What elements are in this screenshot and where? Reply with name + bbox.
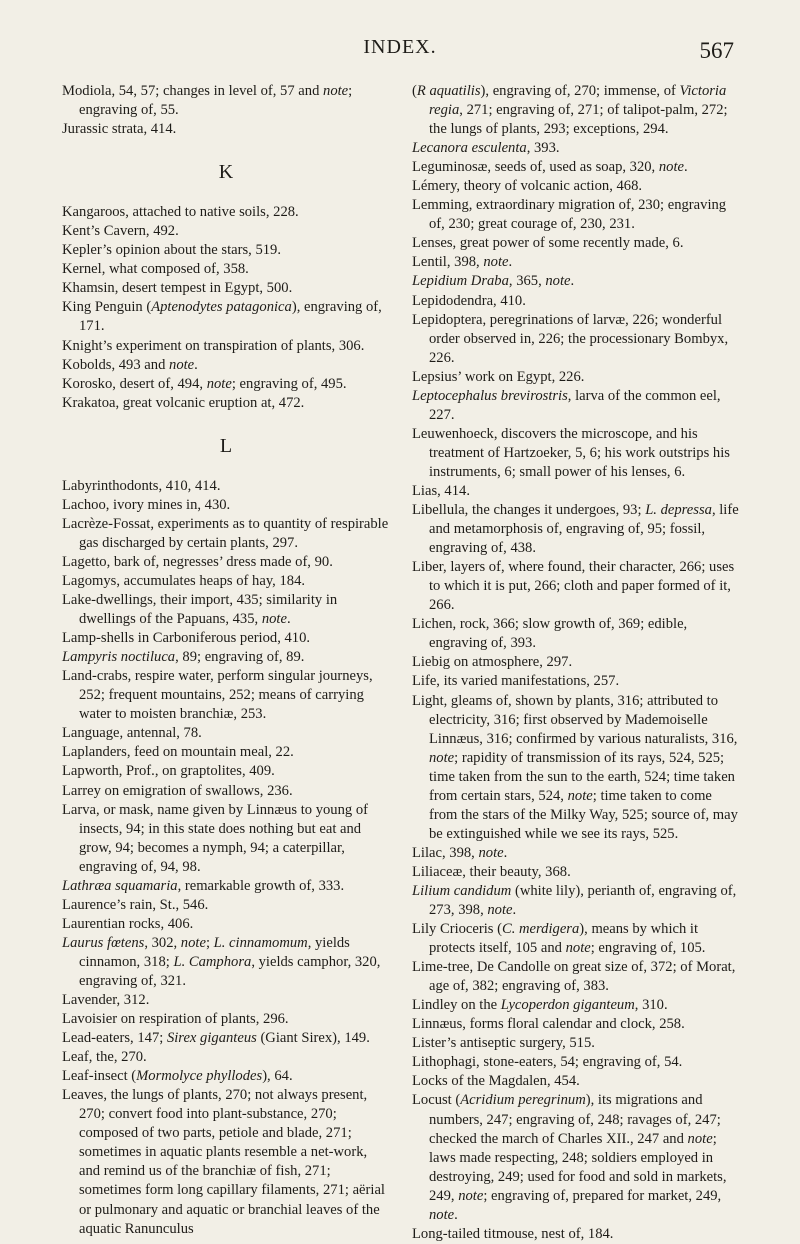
index-entry (62, 394, 390, 413)
entry-text: . (286, 611, 291, 628)
entry-text: Lamp-shells in Carboniferous period, 410. (62, 630, 311, 647)
entry-text: Kangaroos, attached to native soils, 228. (62, 204, 299, 221)
running-title: INDEX. (363, 36, 437, 58)
entry-text: Life, its varied manifestations, 257. (412, 673, 620, 690)
entry-text: Knight’s experiment on transpiration of plants, 306. (62, 337, 365, 354)
index-entry (62, 1067, 390, 1086)
entry-text: (white lily), perianth of, engraving of, 273, 398, (429, 882, 737, 919)
entry-text: Lake-dwellings, their import, 435; similarity in dwellings of the Papuans, 435, (62, 592, 338, 628)
index-entry (412, 292, 742, 311)
entry-text: Lavender, 312. (62, 992, 150, 1009)
entry-text: Land-crabs, respire water, perform singular journeys, 252; frequent mountains, 252; means of carrying water to moisten branchiæ, 253. (62, 668, 373, 723)
entry-text: . (194, 356, 198, 373)
entry-text: Lémery, theory of volcanic action, 468. (412, 178, 643, 195)
entry-text: Khamsin, desert tempest in Egypt, 500. (62, 280, 293, 297)
index-entry (62, 743, 390, 762)
index-entry (412, 1072, 742, 1091)
entry-text: Libellula, the changes it undergoes, 93; (412, 502, 646, 519)
index-entry (62, 667, 390, 724)
index-entry (412, 501, 742, 558)
entry-text: Lilac, 398, (412, 844, 479, 861)
index-entry (62, 515, 390, 553)
entry-text: ), engraving of, 171. (79, 299, 382, 335)
italic-text: note (429, 1206, 455, 1223)
index-entry (412, 1015, 742, 1034)
entry-text: , larva of the common eel, 227. (429, 387, 721, 423)
index-entry (62, 801, 390, 877)
entry-text: ; rapidity of transmission of its rays, 524, 525; time taken from the sun to the earth, 524; time taken from certain stars, 524, (429, 749, 735, 804)
entry-text: Larrey on emigration of swallows, 236. (62, 782, 293, 799)
entry-text: ), 64. (262, 1068, 293, 1085)
index-entry (62, 991, 390, 1010)
italic-text: Lathræa squamaria (62, 877, 178, 894)
entry-text: Linnæus, forms floral calendar and clock, 258. (412, 1016, 685, 1033)
index-entry (62, 1010, 390, 1029)
italic-text: note (567, 787, 593, 804)
index-entry (412, 692, 742, 844)
entry-text: Lacrèze-Fossat, experiments as to quantity of respirable gas discharged by certain plants, 297. (62, 515, 389, 551)
entry-text: ), engraving of, 270; immense, of (480, 83, 680, 99)
entry-text: , 365, (508, 273, 546, 290)
entry-text: Modiola, 54, 57; changes in level of, 57 and (62, 83, 324, 99)
italic-text: L. depressa (645, 502, 712, 519)
entry-text: , life and metamorphosis of, engraving of, 95; fossil, engraving of, 438. (429, 502, 739, 557)
entry-text: Locks of the Magdalen, 454. (412, 1073, 580, 1090)
entry-text: Lithophagi, stone-eaters, 54; engraving of, 54. (412, 1054, 683, 1071)
entry-text: , 89; engraving of, 89. (175, 649, 305, 666)
italic-text: L. cinnamomum (213, 934, 308, 951)
entry-text: . (512, 902, 517, 919)
entry-text: Leaf-insect ( (62, 1068, 137, 1085)
entry-text: Lichen, rock, 366; slow growth of, 369; edible, engraving of, 393. (412, 616, 688, 652)
index-entry (412, 177, 742, 196)
entry-text: Lagomys, accumulates heaps of hay, 184. (62, 572, 306, 589)
page-number: 567 (699, 38, 734, 63)
index-entry (62, 762, 390, 781)
entry-text: Leaves, the lungs of plants, 270; not always present, 270; convert food into plant-substance, 270; composed of two parts, petiole and blade, 271; sometimes in aquatic plants resemble a net-work, and remind us of the branchiæ of fish, 271; sometimes form long capillary filaments, 271; aërial or pulmonary and aquatic or branchial leaves of the aquatic Ranunculus (62, 1087, 385, 1237)
index-entry (62, 572, 390, 591)
entry-text: ; engraving of, prepared for market, 249, (483, 1187, 722, 1204)
entry-text: Lenses, great power of some recently made, 6. (412, 235, 684, 252)
entry-text: , 393. (526, 140, 560, 157)
entry-text: Lepsius’ work on Egypt, 226. (412, 368, 585, 385)
entry-text: . (454, 1206, 458, 1223)
italic-text: Lampyris noctiluca (62, 649, 176, 666)
entry-text: Laurence’s rain, St., 546. (62, 896, 209, 913)
index-entry (62, 356, 390, 375)
entry-text: ; engraving of, 55. (79, 83, 353, 119)
italic-text: Lepidium Draba (412, 273, 509, 290)
entry-text: Laurentian rocks, 406. (62, 915, 194, 932)
entry-text: ), its migrations and numbers, 247; engraving of, 248; ravages of, 247; checked the march of Charles XII., 247 and (429, 1092, 721, 1147)
index-entry (62, 241, 390, 260)
index-entry (62, 496, 390, 515)
index-entry (412, 82, 742, 139)
section-letter: L (219, 434, 233, 457)
index-entry (62, 1086, 390, 1238)
italic-text: Acridium peregrinum (460, 1092, 586, 1109)
entry-text: Lachoo, ivory mines in, 430. (62, 496, 231, 513)
entry-text: Lapworth, Prof., on graptolites, 409. (62, 763, 275, 780)
italic-text: Laurus fœtens (62, 934, 145, 951)
entry-text: Long-tailed titmouse, nest of, 184. (412, 1225, 614, 1242)
entry-text: Leguminosæ, seeds of, used as soap, 320, (412, 159, 659, 176)
index-entry (62, 782, 390, 801)
italic-text: note (687, 1130, 713, 1147)
italic-text: note (483, 254, 509, 271)
entry-text: Leaf, the, 270. (62, 1049, 147, 1066)
index-entry (412, 653, 742, 672)
entry-text: . (684, 159, 688, 176)
italic-text: note (545, 273, 571, 290)
italic-text: Lecanora esculenta (412, 140, 527, 157)
entry-text: Lepidodendra, 410. (412, 292, 526, 309)
index-entry (62, 279, 390, 298)
index-column-left (62, 82, 390, 1239)
italic-text: Leptocephalus brevirostris (412, 387, 568, 404)
italic-text: C. merdigera (501, 921, 580, 938)
index-entry (62, 477, 390, 496)
italic-text: note (478, 844, 504, 861)
entry-text: . (508, 254, 513, 271)
entry-text: Lavoisier on respiration of plants, 296. (62, 1011, 289, 1028)
italic-text: note (658, 159, 684, 176)
entry-text: . (503, 844, 508, 861)
italic-text: Lycoperdon giganteum (500, 997, 635, 1014)
index-entry (62, 648, 390, 667)
index-entry (62, 337, 390, 356)
italic-text: note (180, 934, 206, 951)
entry-text: Krakatoa, great volcanic eruption at, 472. (62, 394, 305, 411)
italic-text: L. Camphora (173, 953, 252, 970)
index-entry (62, 915, 390, 934)
entry-text: Light, gleams of, shown by plants, 316; attributed to electricity, 316; first observed by Mademoiselle Linnæus, 316; confirmed by various naturalists, 316, (412, 692, 738, 747)
index-entry (62, 591, 390, 629)
entry-text: ; engraving of, 105. (590, 940, 706, 957)
entry-text: Lagetto, bark of, negresses’ dress made of, 90. (62, 553, 333, 570)
entry-text: ( (412, 83, 417, 99)
index-entry (62, 1048, 390, 1067)
index-entry (62, 724, 390, 743)
entry-text: Lily Crioceris ( (412, 921, 502, 938)
page-header (0, 36, 800, 66)
italic-text: Sirex giganteus (166, 1030, 257, 1047)
entry-text: Kobolds, 493 and (62, 356, 170, 373)
italic-text: R aquatilis (416, 83, 481, 99)
entry-text: ; engraving of, 495. (231, 375, 347, 392)
italic-text: note (169, 356, 195, 373)
entry-text: , 310. (634, 997, 668, 1014)
entry-text: Larva, or mask, name given by Linnæus to young of insects, 94; in this state does nothing but eat and grow, 94; becomes a nymph, 94; a caterpillar, engraving of, 94, 98. (62, 801, 369, 875)
entry-text: ; laws made respecting, 248; soldiers employed in destroying, 249; used for food and sold in markets, 249, (429, 1130, 727, 1204)
entry-text: Liebig on atmosphere, 297. (412, 654, 573, 671)
italic-text: note (261, 611, 287, 628)
section-letter: K (218, 161, 234, 184)
entry-text: Jurassic strata, 414. (62, 121, 177, 138)
entry-text: , 271; engraving of, 271; of talipot-palm, 272; the lungs of plants, 293; exceptions, 294. (429, 102, 728, 138)
index-entry (412, 272, 742, 291)
index-entry (412, 863, 742, 882)
index-entry (412, 844, 742, 863)
entry-text: Lime-tree, De Candolle on great size of, 372; of Morat, age of, 382; engraving of, 383. (412, 959, 736, 995)
index-entry (412, 196, 742, 234)
index-entry (412, 672, 742, 691)
index-entry (412, 482, 742, 501)
entry-text: Laplanders, feed on mountain meal, 22. (62, 744, 294, 761)
index-entry (62, 375, 390, 394)
entry-text: , yields camphor, 320, engraving of, 321. (79, 953, 381, 989)
italic-text: note (565, 940, 591, 957)
entry-text: Lentil, 398, (412, 254, 484, 271)
index-entry (62, 877, 390, 896)
index-entry (62, 934, 390, 991)
index-entry (412, 882, 742, 920)
entry-text: Kent’s Cavern, 492. (62, 223, 179, 240)
italic-text: Aptenodytes patagonica (151, 299, 292, 316)
index-entry (62, 298, 390, 336)
italic-text: Mormolyce phyllodes (136, 1068, 263, 1085)
entry-text: Liliaceæ, their beauty, 368. (412, 863, 571, 880)
entry-text: Kepler’s opinion about the stars, 519. (62, 242, 282, 259)
index-entry (412, 234, 742, 253)
entry-text: Leuwenhoeck, discovers the microscope, and his treatment of Hartzoeker, 5, 6; his work outstrips his instruments, 6; small power of his lenses, 6. (412, 425, 730, 480)
index-entry (412, 139, 742, 158)
entry-text: Korosko, desert of, 494, (62, 375, 207, 392)
index-entry (412, 311, 742, 368)
index-entry (62, 203, 390, 222)
entry-text: , remarkable growth of, 333. (177, 877, 345, 894)
index-entry (412, 1053, 742, 1072)
index-entry (412, 558, 742, 615)
entry-text: ), means by which it protects itself, 105 and (429, 921, 699, 957)
index-entry (412, 425, 742, 482)
index-entry (412, 253, 742, 272)
italic-text: note (206, 375, 232, 392)
index-entry (62, 82, 390, 120)
index-entry (62, 629, 390, 648)
index-column-right (412, 82, 742, 1244)
italic-text: note (487, 902, 513, 919)
index-entry (412, 368, 742, 387)
index-entry (62, 260, 390, 279)
entry-text: ; time taken to come from the stars of the Milky Way, 525; source of, may be extinguished while we see its rays, 525. (429, 787, 738, 842)
index-entry (412, 996, 742, 1015)
entry-text: ; (205, 934, 214, 951)
index-entry (412, 958, 742, 996)
entry-text: . (570, 273, 575, 290)
entry-text: King Penguin ( (62, 299, 152, 316)
index-entry (62, 222, 390, 241)
entry-text: Liber, layers of, where found, their character, 266; uses to which it is put, 266; cloth and paper formed of it, 266. (412, 559, 735, 614)
entry-text: Lepidoptera, peregrinations of larvæ, 226; wonderful order observed in, 226; the processionary Bombyx, 226. (412, 311, 729, 366)
italic-text: note (429, 749, 455, 766)
index-entry (62, 896, 390, 915)
entry-text: Labyrinthodonts, 410, 414. (62, 477, 221, 494)
italic-text: note (458, 1187, 484, 1204)
entry-text: Locust ( (412, 1092, 461, 1109)
index-entry (412, 1091, 742, 1224)
entry-text: Lister’s antiseptic surgery, 515. (412, 1035, 595, 1052)
entry-text: Lead-eaters, 147; (62, 1030, 167, 1047)
entry-text: (Giant Sirex), 149. (256, 1030, 370, 1047)
entry-text: , 302, (144, 934, 181, 951)
index-entry (62, 120, 390, 139)
index-entry (412, 1225, 742, 1244)
italic-text: note (323, 83, 349, 99)
entry-text: , yields cinnamon, 318; (79, 934, 350, 970)
index-entry (412, 920, 742, 958)
index-entry (412, 158, 742, 177)
entry-text: Lias, 414. (412, 482, 470, 499)
italic-text: Lilium candidum (412, 882, 512, 899)
index-entry (62, 553, 390, 572)
entry-text: Language, antennal, 78. (62, 725, 202, 742)
index-entry (412, 1034, 742, 1053)
entry-text: Kernel, what composed of, 358. (62, 261, 249, 278)
index-entry (62, 1029, 390, 1048)
entry-text: Lemming, extraordinary migration of, 230; engraving of, 230; great courage of, 230, 231. (412, 197, 727, 233)
italic-text: Victoria regia (429, 83, 727, 119)
index-entry (412, 615, 742, 653)
entry-text: Lindley on the (412, 997, 501, 1014)
index-entry (412, 387, 742, 425)
